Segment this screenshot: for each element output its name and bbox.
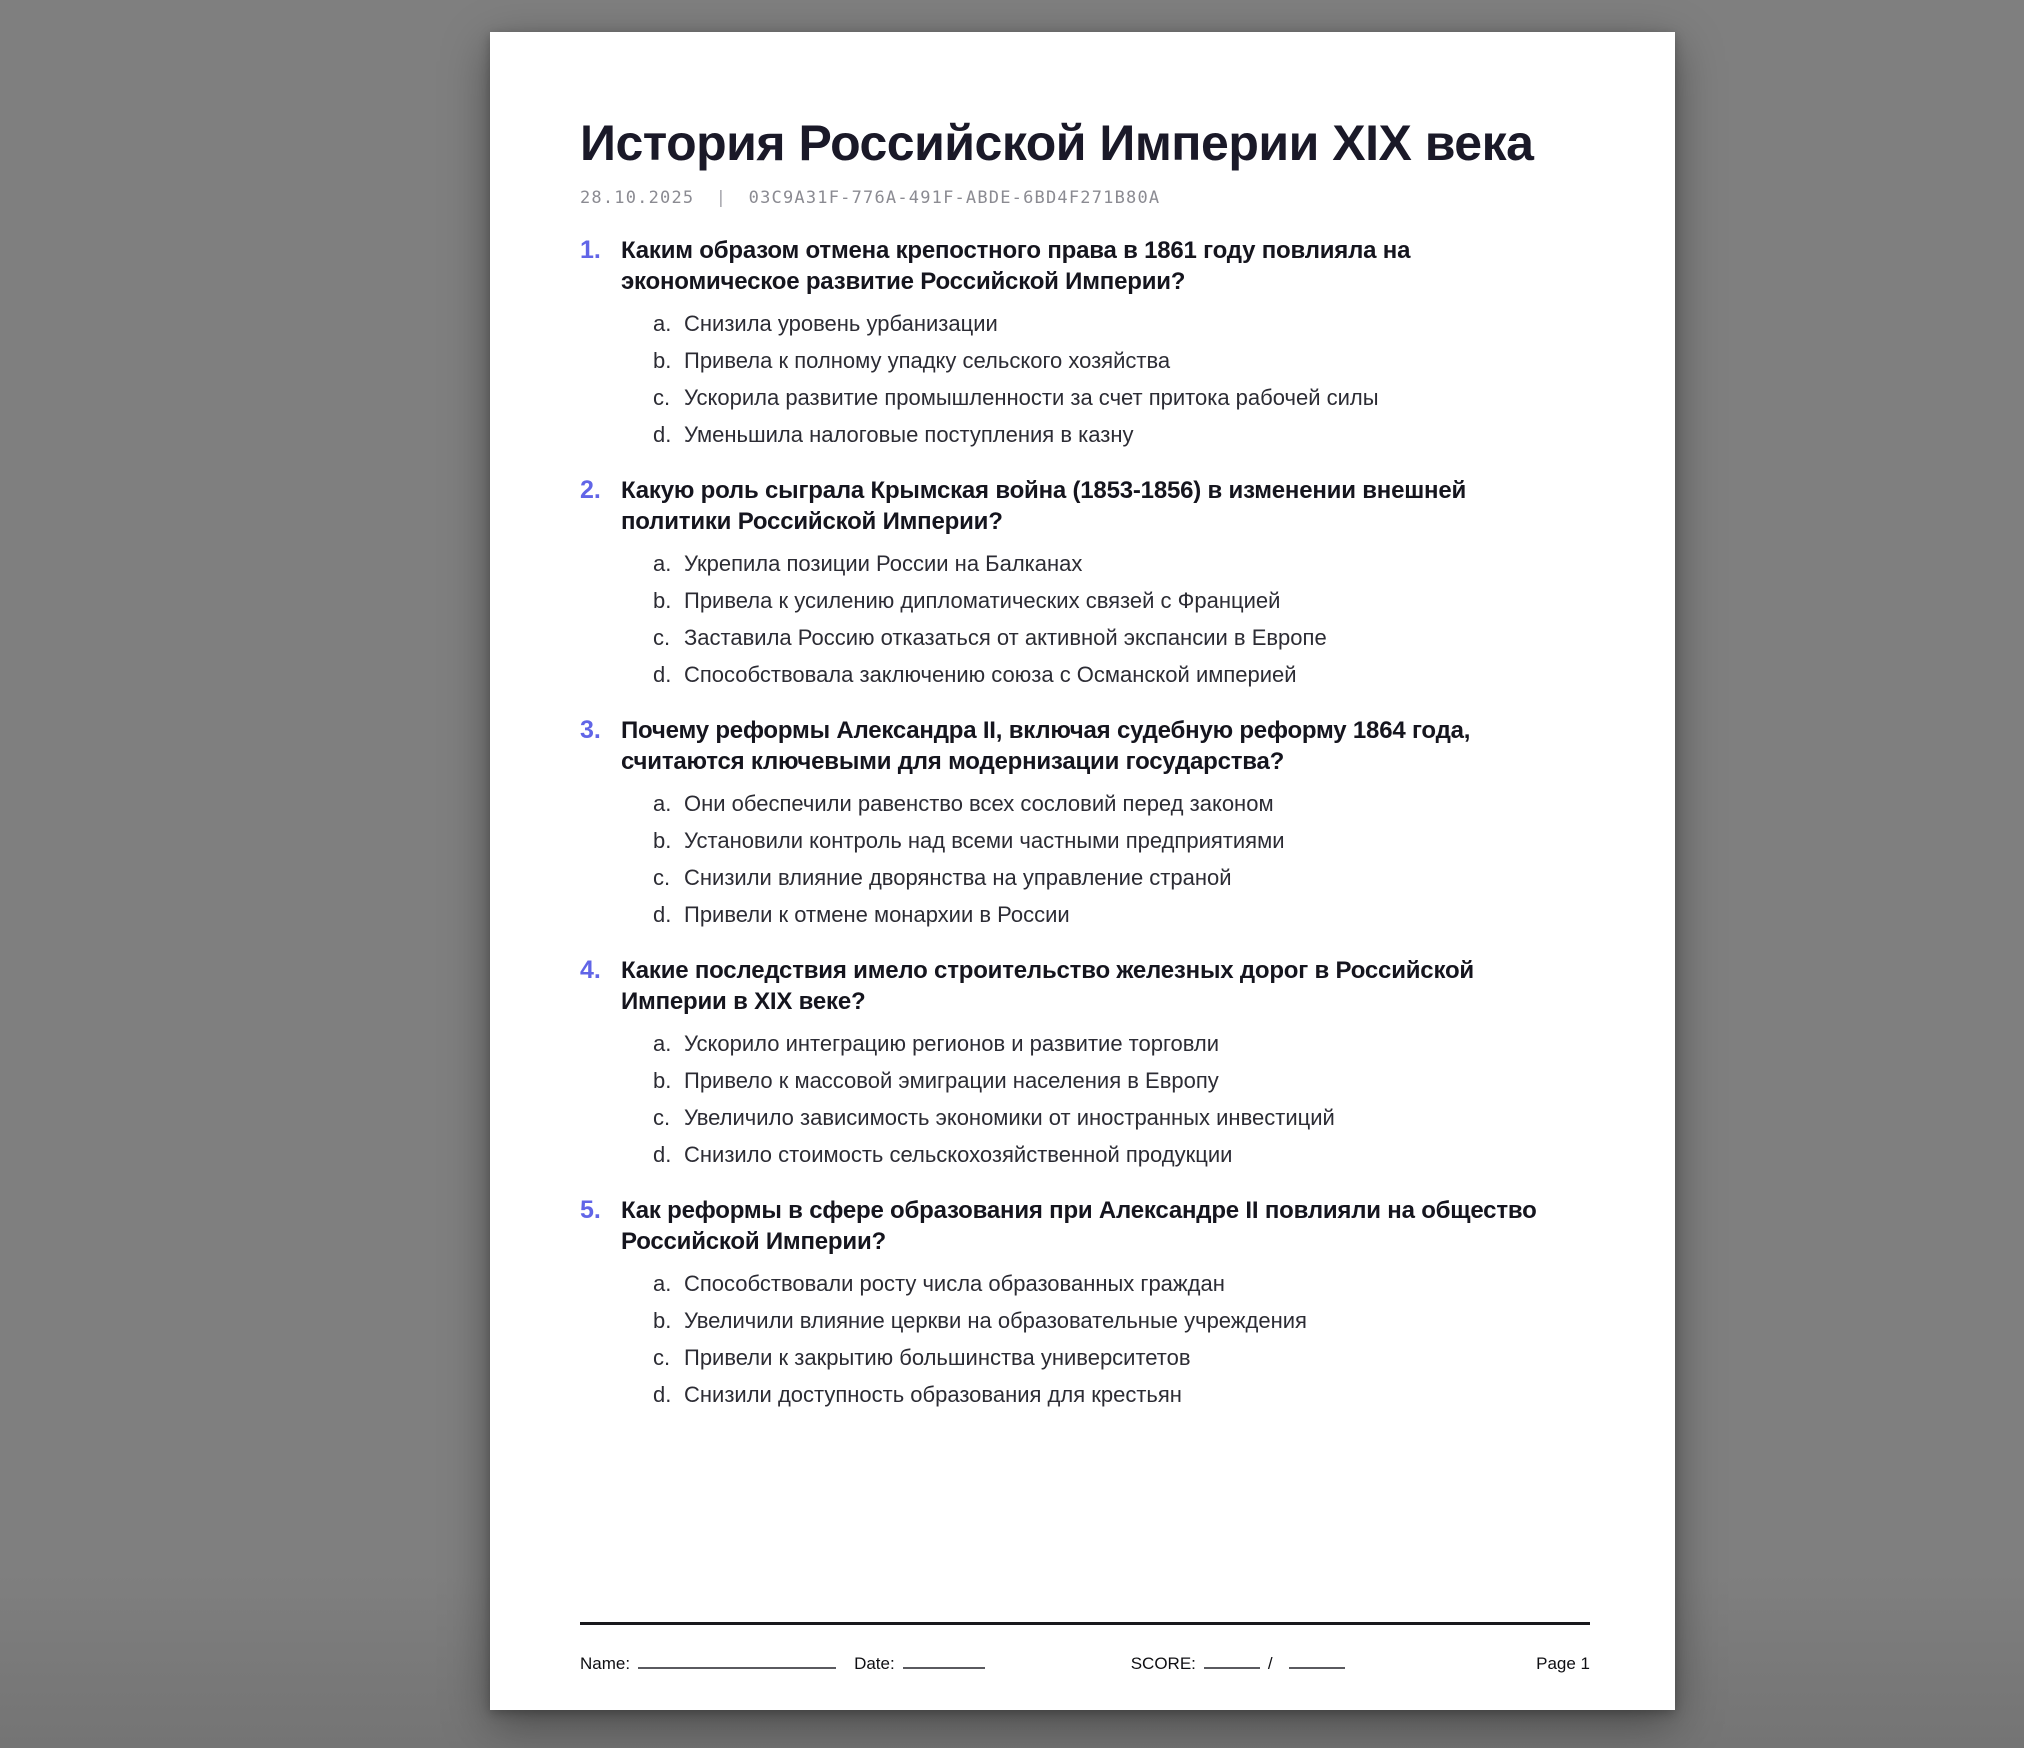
- option-letter: b.: [653, 828, 672, 853]
- option-letter: a.: [653, 1271, 672, 1296]
- score-blank-line: [1204, 1653, 1260, 1669]
- option-text: Уменьшила налоговые поступления в казну: [684, 422, 1134, 447]
- question-text: Какие последствия имело строительство железных дорог в Российской Империи в XIX веке?: [621, 957, 1474, 1015]
- option-letter: c.: [653, 865, 671, 890]
- document-meta: [580, 188, 1590, 208]
- option-d: [653, 421, 1590, 448]
- question-number: 2.: [580, 476, 601, 504]
- option-text: Ускорила развитие промышленности за счет притока рабочей силы: [684, 385, 1379, 410]
- options-list: [653, 550, 1590, 688]
- score-separator: /: [1267, 1654, 1273, 1673]
- question-text: Какую роль сыграла Крымская война (1853-1856) в изменении внешней политики Российской Империи?: [621, 477, 1467, 535]
- option-text: Заставила Россию отказаться от активной экспансии в Европе: [684, 625, 1327, 650]
- option-text: Привели к закрытию большинства университетов: [684, 1345, 1191, 1370]
- meta-separator: |: [715, 188, 728, 208]
- score-label: SCORE:: [1130, 1654, 1196, 1673]
- option-letter: d.: [653, 1142, 672, 1167]
- question-text: Как реформы в сфере образования при Александре II повлияли на общество Российской Империи?: [621, 1197, 1537, 1255]
- option-letter: a.: [653, 551, 672, 576]
- option-text: Снизила уровень урбанизации: [684, 311, 998, 336]
- document-date: 28.10.2025: [580, 188, 695, 208]
- option-letter: c.: [653, 385, 671, 410]
- option-a: [653, 1270, 1590, 1297]
- footer-divider: [580, 1622, 1590, 1625]
- page-footer: [580, 1622, 1590, 1674]
- option-letter: d.: [653, 1382, 672, 1407]
- question-5: [580, 1195, 1590, 1408]
- option-letter: c.: [653, 625, 671, 650]
- question-4: [580, 955, 1590, 1168]
- option-letter: b.: [653, 1068, 672, 1093]
- question-2: [580, 475, 1590, 688]
- score-field-group: [1131, 1653, 1345, 1674]
- page-title: История Российской Империи XIX века: [580, 115, 1534, 171]
- option-letter: b.: [653, 348, 672, 373]
- option-d: [653, 1381, 1590, 1408]
- name-blank-line: [638, 1653, 836, 1669]
- option-c: [653, 1104, 1590, 1131]
- option-a: [653, 790, 1590, 817]
- option-b: [653, 347, 1590, 374]
- option-b: [653, 1307, 1590, 1334]
- option-text: Увеличило зависимость экономики от иностранных инвестиций: [684, 1105, 1335, 1130]
- option-text: Снизили доступность образования для крестьян: [684, 1382, 1182, 1407]
- option-letter: c.: [653, 1345, 671, 1370]
- option-letter: b.: [653, 1308, 672, 1333]
- option-b: [653, 827, 1590, 854]
- question-number: 1.: [580, 236, 601, 264]
- question-list: [580, 235, 1590, 1408]
- option-letter: d.: [653, 662, 672, 687]
- document-page: [490, 32, 1675, 1710]
- question-1: [580, 235, 1590, 448]
- option-text: Они обеспечили равенство всех сословий перед законом: [684, 791, 1274, 816]
- option-d: [653, 1141, 1590, 1168]
- option-c: [653, 1344, 1590, 1371]
- option-text: Привела к усилению дипломатических связей с Францией: [684, 588, 1281, 613]
- option-c: [653, 624, 1590, 651]
- option-text: Снизили влияние дворянства на управление страной: [684, 865, 1232, 890]
- option-a: [653, 1030, 1590, 1057]
- option-letter: b.: [653, 588, 672, 613]
- option-text: Укрепила позиции России на Балканах: [684, 551, 1083, 576]
- option-text: Установили контроль над всеми частными предприятиями: [684, 828, 1285, 853]
- option-letter: a.: [653, 311, 672, 336]
- option-text: Увеличили влияние церкви на образовательные учреждения: [684, 1308, 1307, 1333]
- option-text: Ускорило интеграцию регионов и развитие торговли: [684, 1031, 1220, 1056]
- options-list: [653, 790, 1590, 928]
- option-d: [653, 901, 1590, 928]
- option-letter: d.: [653, 902, 672, 927]
- option-text: Способствовали росту числа образованных граждан: [684, 1271, 1225, 1296]
- option-c: [653, 384, 1590, 411]
- options-list: [653, 310, 1590, 448]
- option-letter: d.: [653, 422, 672, 447]
- options-list: [653, 1030, 1590, 1168]
- question-3: [580, 715, 1590, 928]
- question-number: 3.: [580, 716, 601, 744]
- option-d: [653, 661, 1590, 688]
- document-id: 03C9A31F-776A-491F-ABDE-6BD4F271B80A: [748, 188, 1161, 208]
- option-letter: c.: [653, 1105, 671, 1130]
- question-text: Почему реформы Александра II, включая судебную реформу 1864 года, считаются ключевыми для модернизации государства?: [621, 717, 1471, 775]
- score-total-blank-line: [1289, 1653, 1345, 1669]
- option-text: Привели к отмене монархии в России: [684, 902, 1070, 927]
- option-text: Привела к полному упадку сельского хозяйства: [684, 348, 1171, 373]
- option-letter: a.: [653, 791, 672, 816]
- date-blank-line: [903, 1653, 985, 1669]
- page-number: Page 1: [1536, 1654, 1590, 1673]
- options-list: [653, 1270, 1590, 1408]
- option-letter: a.: [653, 1031, 672, 1056]
- name-label: Name:: [580, 1654, 631, 1673]
- question-text: Каким образом отмена крепостного права в 1861 году повлияла на экономическое развитие Российской Империи?: [621, 237, 1411, 295]
- option-a: [653, 550, 1590, 577]
- option-b: [653, 587, 1590, 614]
- option-b: [653, 1067, 1590, 1094]
- option-text: Снизило стоимость сельскохозяйственной продукции: [684, 1142, 1233, 1167]
- name-field-group: [580, 1653, 836, 1674]
- date-label: Date:: [854, 1654, 895, 1673]
- date-field-group: [854, 1653, 985, 1674]
- option-text: Способствовала заключению союза с Османской империей: [684, 662, 1297, 687]
- question-number: 5.: [580, 1196, 601, 1224]
- option-c: [653, 864, 1590, 891]
- page-content: [580, 32, 1590, 1408]
- option-a: [653, 310, 1590, 337]
- option-text: Привело к массовой эмиграции населения в Европу: [684, 1068, 1219, 1093]
- question-number: 4.: [580, 956, 601, 984]
